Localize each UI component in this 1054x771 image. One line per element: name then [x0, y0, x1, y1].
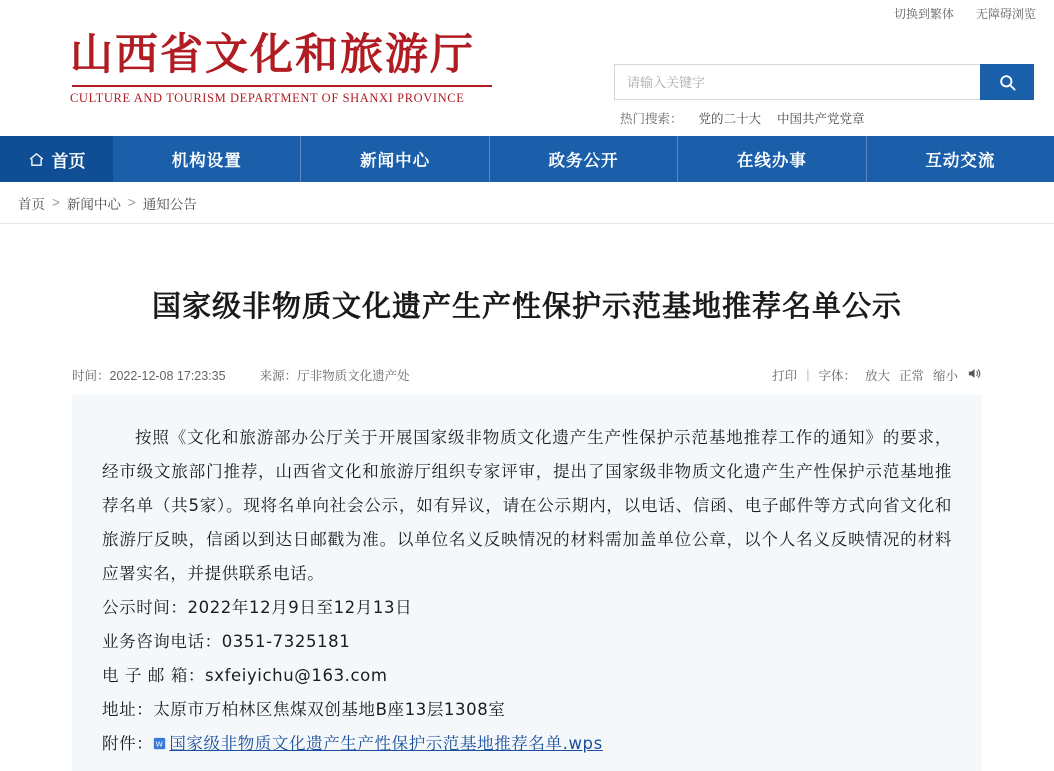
article-source: 来源：厅非物质文化遗产处: [259, 369, 410, 383]
svg-text:W: W: [155, 739, 164, 749]
logo-divider: [72, 85, 492, 87]
article-info-line-3: 电 子 邮 箱：sxfeiyichu@163.com: [102, 666, 388, 685]
nav-item-news[interactable]: 新闻中心: [301, 136, 489, 182]
attachment-label: 附件：: [102, 734, 154, 753]
font-size-large[interactable]: 放大: [864, 369, 890, 383]
search-row: [614, 64, 1034, 100]
hot-search-row: [614, 109, 1034, 127]
article-time: 时间：2022-12-08 17:23:35: [72, 369, 226, 383]
breadcrumb: [0, 182, 1054, 224]
nav-item-interaction[interactable]: 互动交流: [925, 152, 996, 170]
nav-home-label: 首页: [51, 151, 86, 171]
breadcrumb-separator-2: >: [127, 195, 136, 210]
logo-title-en: CULTURE AND TOURISM DEPARTMENT OF SHANXI PROVINCE: [70, 91, 465, 105]
breadcrumb-separator-1: >: [52, 195, 60, 210]
nav-item-online-service[interactable]: 在线办事: [678, 136, 866, 182]
speaker-icon[interactable]: [967, 366, 982, 384]
article-container: [0, 284, 1054, 771]
nav-item-government-affairs[interactable]: 政务公开: [490, 136, 678, 182]
hot-search-label: 热门搜索：: [620, 112, 683, 126]
font-size-small[interactable]: 缩小: [932, 369, 958, 383]
top-utility-bar: [0, 0, 1054, 26]
article-paragraph: 按照《文化和旅游部办公厅关于开展国家级非物质文化遗产生产性保护示范基地推荐工作的通知》的要求，经市级文旅部门推荐，山西省文化和旅游厅组织专家评审，提出了国家级非物质文化遗产生产性保护示范基地推荐名单（共5家）。现将名单向社会公示，如有异议，请在公示期内，以电话、信函、电子邮件等方式向省文化和旅游厅反映，信函以到达日邮戳为准。以单位名义反映情况的材料需加盖单位公章，以个人名义反映情况的材料应署实名，并提供联系电话。: [102, 428, 952, 583]
main-navigation: [0, 136, 1054, 182]
article-info-line-4: 地址：太原市万柏林区焦煤双创基地B座13层1308室: [102, 700, 506, 719]
switch-traditional-link[interactable]: 切换到繁体: [893, 6, 954, 21]
nav-item-home[interactable]: [0, 136, 113, 182]
site-header: [0, 26, 1054, 136]
breadcrumb-item-news[interactable]: 新闻中心: [66, 196, 121, 212]
font-size-label: 字体：: [818, 369, 856, 383]
article-attachment-row: [102, 727, 952, 761]
site-logo[interactable]: [70, 30, 492, 106]
hot-search-item-2[interactable]: 中国共产党党章: [777, 112, 865, 126]
logo-title-cn: 山西省文化和旅游厅: [70, 30, 475, 80]
article-info-line-1: 公示时间：2022年12月9日至12月13日: [102, 598, 413, 617]
attachment-link[interactable]: 国家级非物质文化遗产生产性保护示范基地推荐名单.wps: [169, 734, 603, 753]
breadcrumb-item-home[interactable]: 首页: [18, 196, 45, 212]
print-button[interactable]: 打印: [772, 369, 798, 383]
article-meta-right: [772, 366, 982, 384]
search-area: [614, 64, 1034, 127]
article-meta: [72, 361, 982, 389]
hot-search-item-1[interactable]: 党的二十大: [698, 112, 762, 126]
wps-file-icon: [153, 728, 166, 749]
home-icon: [28, 151, 45, 168]
page-title: 国家级非物质文化遗产生产性保护示范基地推荐名单公示: [151, 291, 902, 323]
nav-item-organization[interactable]: 机构设置: [113, 136, 301, 182]
search-button[interactable]: [980, 64, 1034, 100]
font-size-normal[interactable]: 正常: [898, 369, 924, 383]
search-input[interactable]: [614, 64, 980, 100]
article-meta-left: [72, 366, 410, 384]
article-body: [72, 395, 982, 771]
meta-divider: |: [806, 368, 810, 382]
article-info-line-2: 业务咨询电话：0351-7325181: [102, 632, 351, 651]
search-icon: [998, 73, 1017, 92]
breadcrumb-item-notice[interactable]: 通知公告: [142, 196, 197, 212]
accessibility-browse-link[interactable]: 无障碍浏览: [975, 6, 1036, 21]
